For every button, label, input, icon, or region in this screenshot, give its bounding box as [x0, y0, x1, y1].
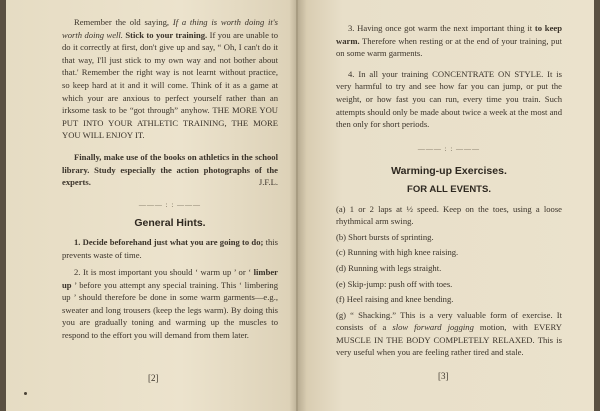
exercise-c: (c) Running with high knee raising.: [336, 247, 459, 258]
hint-3-keep: to keep warm.: [336, 23, 562, 46]
exercise-g: [336, 309, 562, 359]
signature: J.F.L.: [258, 177, 278, 188]
library-text: Finally, make use of the books on athletics in the school library. Study especially the action photographs of the experts.: [62, 151, 278, 188]
divider-right: ——— : : ———: [417, 144, 481, 153]
paragraph-library: [62, 151, 278, 189]
hint-1-rest: this prevents waste of time.: [62, 236, 278, 260]
hint-1-bold: 1. Decide beforehand just what you are going to do;: [74, 236, 264, 247]
left-column: [62, 16, 278, 342]
hint-2: [62, 266, 278, 342]
page-number-left: [2]: [148, 373, 159, 383]
hint-2-limber: limber up: [62, 267, 278, 290]
right-page: [298, 0, 596, 411]
exercise-g-start: (g) “ Shacking.” This is a very valuable form of exercise. It consists of a: [336, 309, 562, 333]
exercises-heading: Warming-up Exercises.: [391, 165, 507, 178]
p1-intro: Remember the old saying,: [74, 17, 173, 27]
paragraph-training: [62, 16, 278, 142]
page-number-right: [3]: [438, 371, 449, 381]
exercise-d: (d) Running with legs straight.: [336, 262, 442, 273]
exercise-b: (b) Short bursts of sprinting.: [336, 231, 434, 242]
p1-body: If you are unable to do it correctly at first, don't give up and say, “ Oh, I can't do it that way, I'll just stick to my own way and not bother about that.' Remember the right way is not learnt without practice, so keep hard at it and it will come. Think of it as a game at which your are anxious to perfect yourself rather than an irksome task to be “got through” anyhow. THE MORE YOU PUT INTO YOUR ATHLETIC TRAINING, THE MORE YOU WILL ENJOY IT.: [62, 29, 278, 141]
hint-2-rest: ’ before you attempt any special training. This ‘ limbering up ’ should therefore be done in some warm garments—e.g., sweater and long trousers (keep the legs warm). By doing this you are gradually toning and warming up the muscles to respond to the effort you will demand from them later.: [62, 279, 278, 341]
hint-3: [336, 22, 562, 60]
right-column: [336, 22, 562, 359]
exercise-a: (a) 1 or 2 laps at ½ speed. Keep on the toes, using a loose rhythmical arm swing.: [336, 203, 562, 227]
exercise-f: (f) Heel raising and knee bending.: [336, 294, 454, 305]
p1-quote: If a thing is worth doing it's worth doing well.: [62, 17, 278, 40]
hint-3-rest: Therefore when resting or at the end of your training, put on some warm garments.: [336, 35, 562, 59]
hint-1: [62, 236, 278, 261]
exercise-g-rest: motion, with EVERY MUSCLE IN THE BODY COMPLETELY RELAXED. This is very useful when you are feeling rather tired and stale.: [336, 322, 562, 358]
p1-emphasis: Stick to your training.: [122, 29, 208, 40]
exercise-g-slow: slow forward jogging: [392, 322, 474, 333]
section-heading: General Hints.: [134, 217, 206, 230]
left-page: [6, 0, 298, 411]
divider: ——— : : ———: [138, 200, 202, 209]
paper-spot: [24, 392, 27, 395]
hint-4: 4. In all your training CONCENTRATE ON STYLE. It is very harmful to try and see how far you can jump, or put the weight, or how fast you can run, every time you train. Such attempts should only be made about twice a week at the most and then only for short periods.: [336, 68, 562, 130]
hint-2-start: 2. It is most important you should ‘ warm up ’ or ‘: [74, 267, 254, 278]
exercises-subheading: FOR ALL EVENTS.: [407, 183, 491, 195]
hint-3-start: 3. Having once got warm the next important thing it: [348, 23, 535, 33]
exercise-e: (e) Skip-jump: push off with toes.: [336, 278, 453, 289]
right-edge: [594, 0, 600, 411]
